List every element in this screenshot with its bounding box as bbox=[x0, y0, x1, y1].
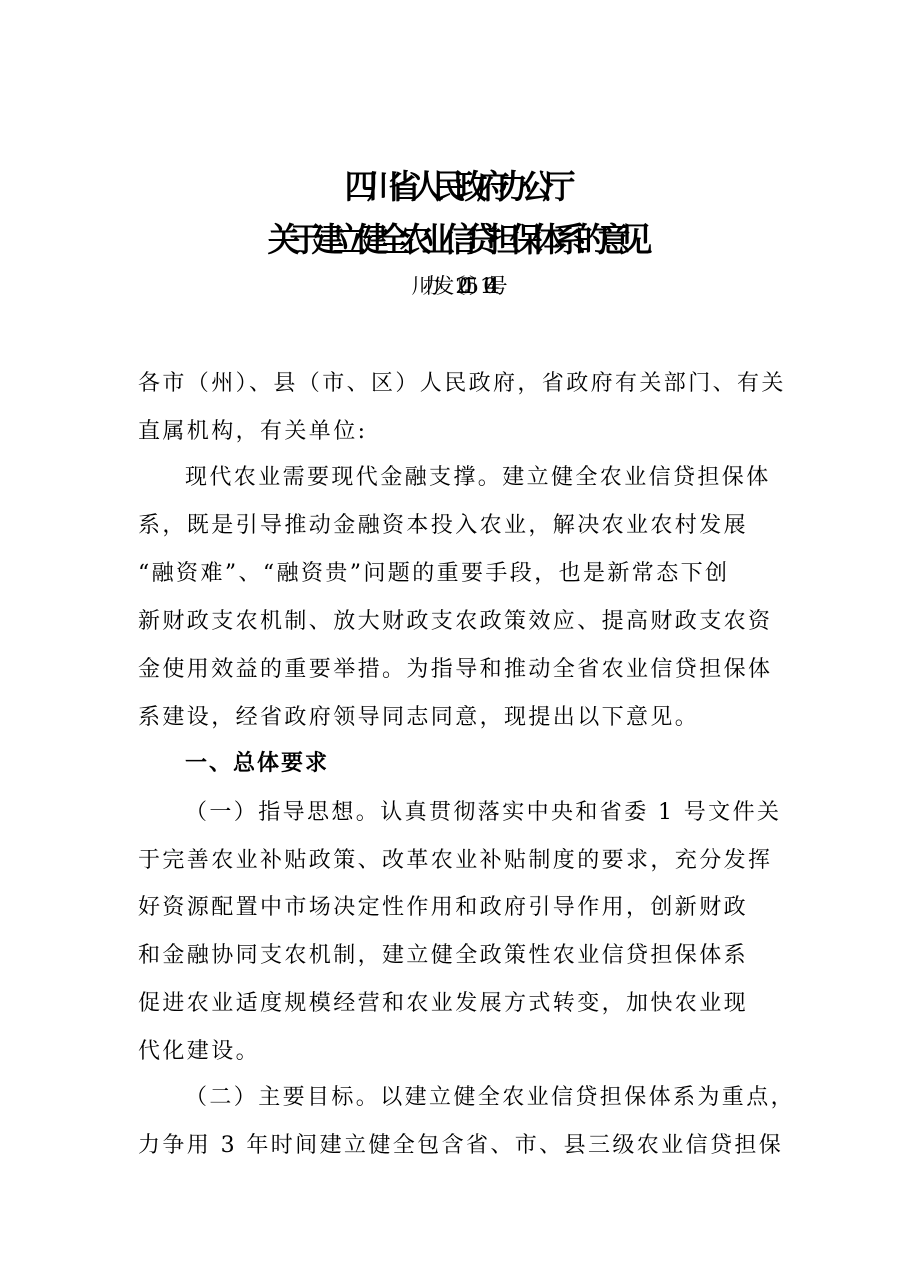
document-title-line-2: 关于建立健全农业信贷担保体系的意见 bbox=[267, 220, 642, 259]
addressee-line-1: 各市（州）、县（市、区）人民政府，省政府有关部门、有关 bbox=[138, 371, 786, 396]
intro-line-5: 金使用效益的重要举措。为指导和推动全省农业信贷担保体 bbox=[138, 657, 773, 682]
para1-line-2: 于完善农业补贴政策、改革农业补贴制度的要求，充分发挥 bbox=[138, 848, 773, 873]
para1-line-5: 促进农业适度规模经营和农业发展方式转变，加快农业现 bbox=[138, 991, 749, 1016]
document-number: 川办发〔2015〕104 号 bbox=[411, 274, 498, 298]
document-title-line-1: 四川省人民政府办公厅 bbox=[344, 167, 565, 206]
para1-line-3: 好资源配置中市场决定性作用和政府引导作用，创新财政 bbox=[138, 895, 749, 920]
para1-line-6: 代化建设。 bbox=[138, 1039, 261, 1064]
para2-line-1: （二）主要目标。以建立健全农业信贷担保体系为重点， bbox=[185, 1085, 796, 1110]
intro-line-3: “融资难”、“融资贵”问题的重要手段，也是新常态下创 bbox=[138, 561, 730, 586]
section-heading-1: 一、总体要求 bbox=[185, 751, 330, 776]
intro-line-1: 现代农业需要现代金融支撑。建立健全农业信贷担保体 bbox=[185, 465, 771, 490]
addressee-line-2: 直属机构，有关单位: bbox=[138, 419, 368, 444]
para1-line-1: （一）指导思想。认真贯彻落实中央和省委 1 号文件关 bbox=[185, 800, 782, 825]
para2-line-2: 力争用 3 年时间建立健全包含省、市、县三级农业信贷担保 bbox=[138, 1133, 784, 1158]
para1-line-4: 和金融协同支农机制，建立健全政策性农业信贷担保体系 bbox=[138, 943, 749, 968]
intro-line-6: 系建设，经省政府领导同志同意，现提出以下意见。 bbox=[138, 705, 700, 730]
intro-line-2: 系，既是引导推动金融资本投入农业，解决农业农村发展 bbox=[138, 513, 749, 538]
intro-line-4: 新财政支农机制、放大财政支农政策效应、提高财政支农资 bbox=[138, 609, 773, 634]
